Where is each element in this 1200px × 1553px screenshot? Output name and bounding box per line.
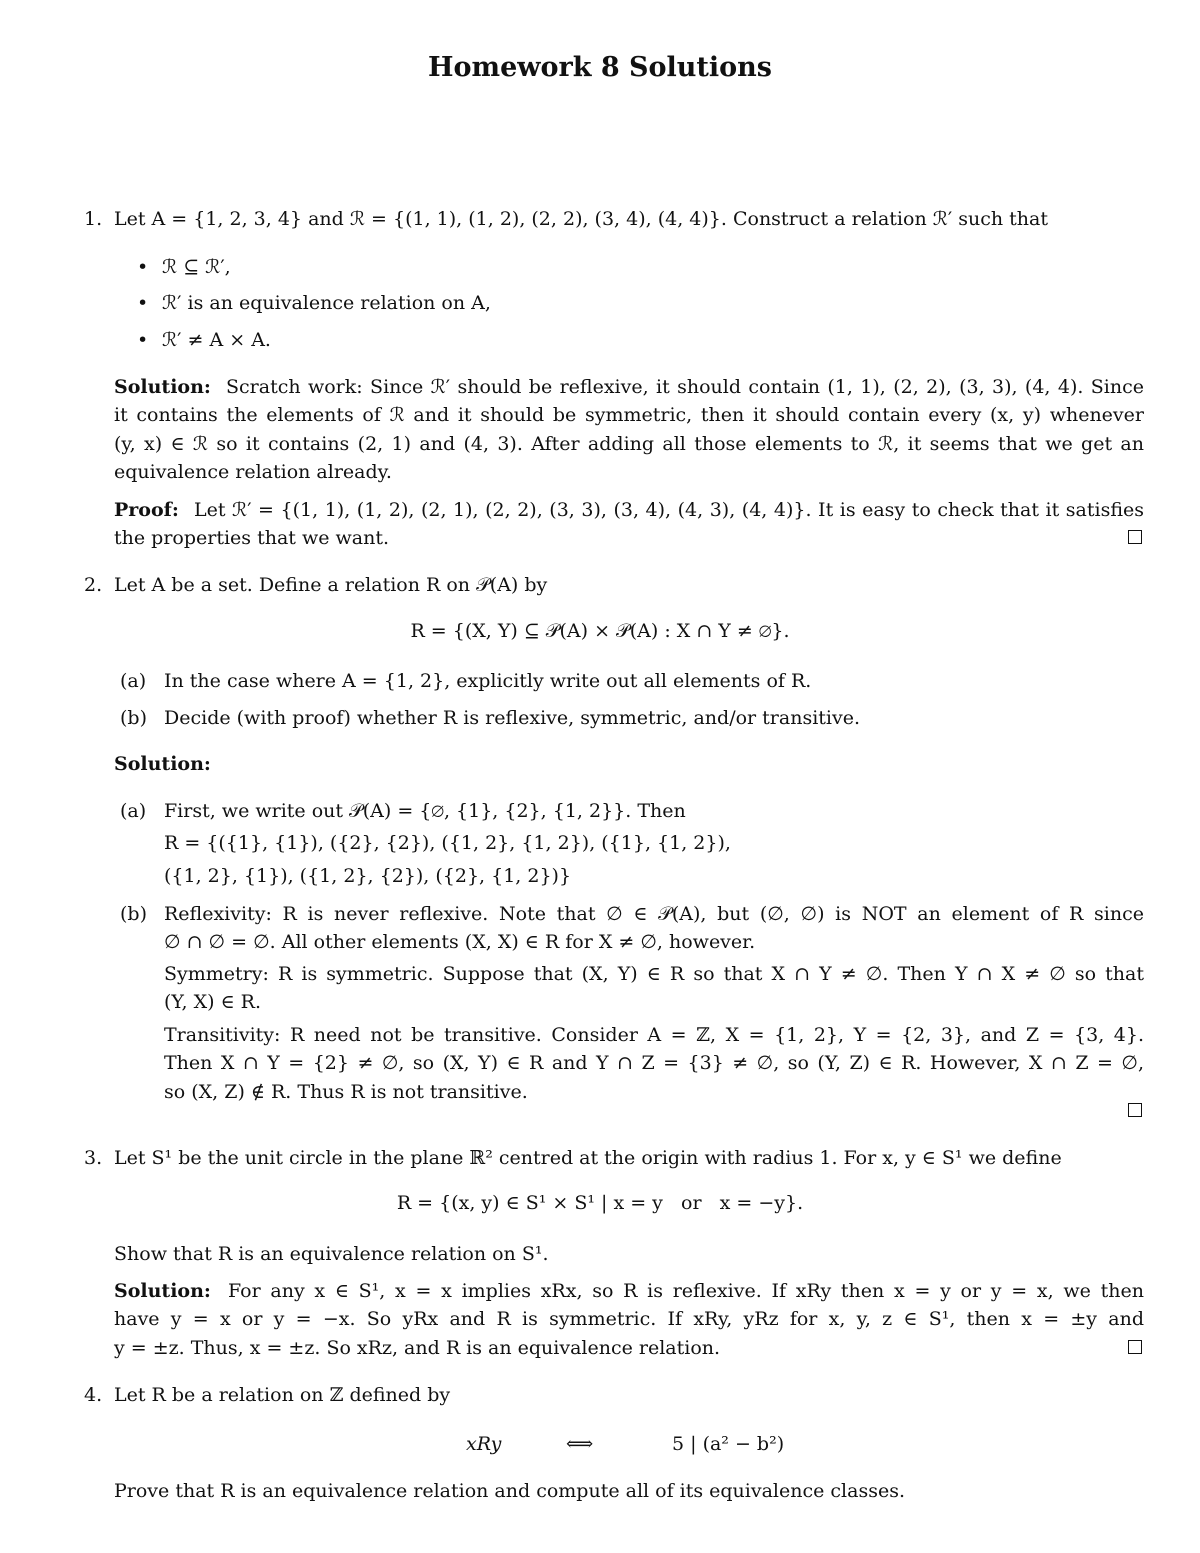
bullet-icon: • [137, 256, 149, 278]
solution-line: it contains the elements of ℛ and it should be symmetric, then it should contain every (x, y) whenever [114, 404, 1144, 426]
solution-line: (Y, X) ∈ R. [164, 991, 262, 1013]
part-text: Decide (with proof) whether R is reflexive, symmetric, and/or transitive. [164, 707, 861, 729]
solution-label: Solution: [114, 753, 211, 775]
solution-line: ∅ ∩ ∅ = ∅. All other elements (X, X) ∈ R for X ≠ ∅, however. [164, 931, 756, 953]
solution-line: Reflexivity: R is never reflexive. Note that ∅ ∈ 𝒫(A), but (∅, ∅) is NOT an element of R since [164, 903, 1144, 925]
solution-line: have y = x or y = −x. So yRx and R is symmetric. If xRy, yRz for x, y, z ∈ S¹, then x = ±y and [114, 1308, 1144, 1330]
solution-line: so (X, Z) ∉ R. Thus R is not transitive. [164, 1081, 528, 1103]
question-task: Show that R is an equivalence relation on S¹. [114, 1243, 549, 1265]
question-number: 4. [84, 1384, 103, 1406]
solution-line: y = ±z. Thus, x = ±z. So xRz, and R is an equivalence relation. [114, 1337, 721, 1359]
display-rhs: 5 | (a² − b²) [672, 1433, 785, 1455]
proof-line: the properties that we want. [114, 527, 389, 549]
proof-line: Let ℛ′ = {(1, 1), (1, 2), (2, 1), (2, 2), (3, 3), (3, 4), (4, 3), (4, 4)}. It is easy to check that it satisfies [194, 499, 1144, 521]
question-number: 2. [84, 574, 103, 596]
qed-icon [1128, 1103, 1142, 1117]
solution-line: R = {({1}, {1}), ({2}, {2}), ({1, 2}, {1, 2}), ({1}, {1, 2}), [164, 832, 731, 854]
question-number: 1. [84, 208, 103, 230]
display-equation: R = {(X, Y) ⊆ 𝒫(A) × 𝒫(A) : X ∩ Y ≠ ∅}. [410, 620, 790, 642]
solution-line: Then X ∩ Y = {2} ≠ ∅, so (X, Y) ∈ R and Y ∩ Z = {3} ≠ ∅, so (Y, Z) ∈ R. However, X ∩ Z = ∅, [164, 1052, 1144, 1074]
question-statement: Let S¹ be the unit circle in the plane ℝ² centred at the origin with radius 1. For x, y ∈ S¹ we define [114, 1147, 1062, 1169]
solution-line: (y, x) ∈ ℛ so it contains (2, 1) and (4, 3). After adding all those elements to ℛ, it seems that we get an [114, 433, 1144, 455]
solution-line: Symmetry: R is symmetric. Suppose that (X, Y) ∈ R so that X ∩ Y ≠ ∅. Then Y ∩ X ≠ ∅ so that [164, 963, 1144, 985]
bullet-icon: • [137, 292, 149, 314]
solution-part-label: (a) [120, 800, 147, 822]
question-statement: Let A be a set. Define a relation R on 𝒫(A) by [114, 574, 548, 596]
part-label: (a) [120, 670, 147, 692]
solution-line: equivalence relation already. [114, 461, 392, 483]
display-equation: R = {(x, y) ∈ S¹ × S¹ | x = y or x = −y}. [396, 1192, 804, 1214]
question-statement: Let R be a relation on ℤ defined by [114, 1384, 451, 1406]
solution-line: First, we write out 𝒫(A) = {∅, {1}, {2}, {1, 2}}. Then [164, 800, 686, 822]
proof-label: Proof: [114, 499, 179, 521]
part-text: In the case where A = {1, 2}, explicitly write out all elements of R. [164, 670, 812, 692]
solution-label: Solution: [114, 1280, 211, 1302]
solution-line: ({1, 2}, {1}), ({1, 2}, {2}), ({2}, {1, 2})} [164, 865, 572, 887]
bullet-item: ℛ′ ≠ A × A. [162, 329, 271, 351]
solution-part-label: (b) [120, 903, 147, 925]
bullet-item: ℛ′ is an equivalence relation on A, [162, 292, 491, 314]
display-lhs: xRy [466, 1433, 502, 1455]
qed-icon [1128, 1340, 1142, 1354]
solution-line: Transitivity: R need not be transitive. Consider A = ℤ, X = {1, 2}, Y = {2, 3}, and Z = {3, 4}. [164, 1024, 1144, 1046]
qed-icon [1128, 530, 1142, 544]
question-number: 3. [84, 1147, 103, 1169]
solution-label: Solution: [114, 376, 211, 398]
question-statement: Let A = {1, 2, 3, 4} and ℛ = {(1, 1), (1, 2), (2, 2), (3, 4), (4, 4)}. Construct a relation ℛ′ such that [114, 208, 1048, 230]
page-title: Homework 8 Solutions [428, 52, 772, 83]
bullet-item: ℛ ⊆ ℛ′, [162, 256, 231, 278]
solution-line: Scratch work: Since ℛ′ should be reflexive, it should contain (1, 1), (2, 2), (3, 3), (4, 4). Since [226, 376, 1144, 398]
question-task: Prove that R is an equivalence relation and compute all of its equivalence classes. [114, 1480, 905, 1502]
part-label: (b) [120, 707, 147, 729]
solution-line: For any x ∈ S¹, x = x implies xRx, so R is reflexive. If xRy then x = y or y = x, we then [228, 1280, 1144, 1302]
bullet-icon: • [137, 329, 149, 351]
iff-symbol: ⟺ [566, 1433, 594, 1455]
